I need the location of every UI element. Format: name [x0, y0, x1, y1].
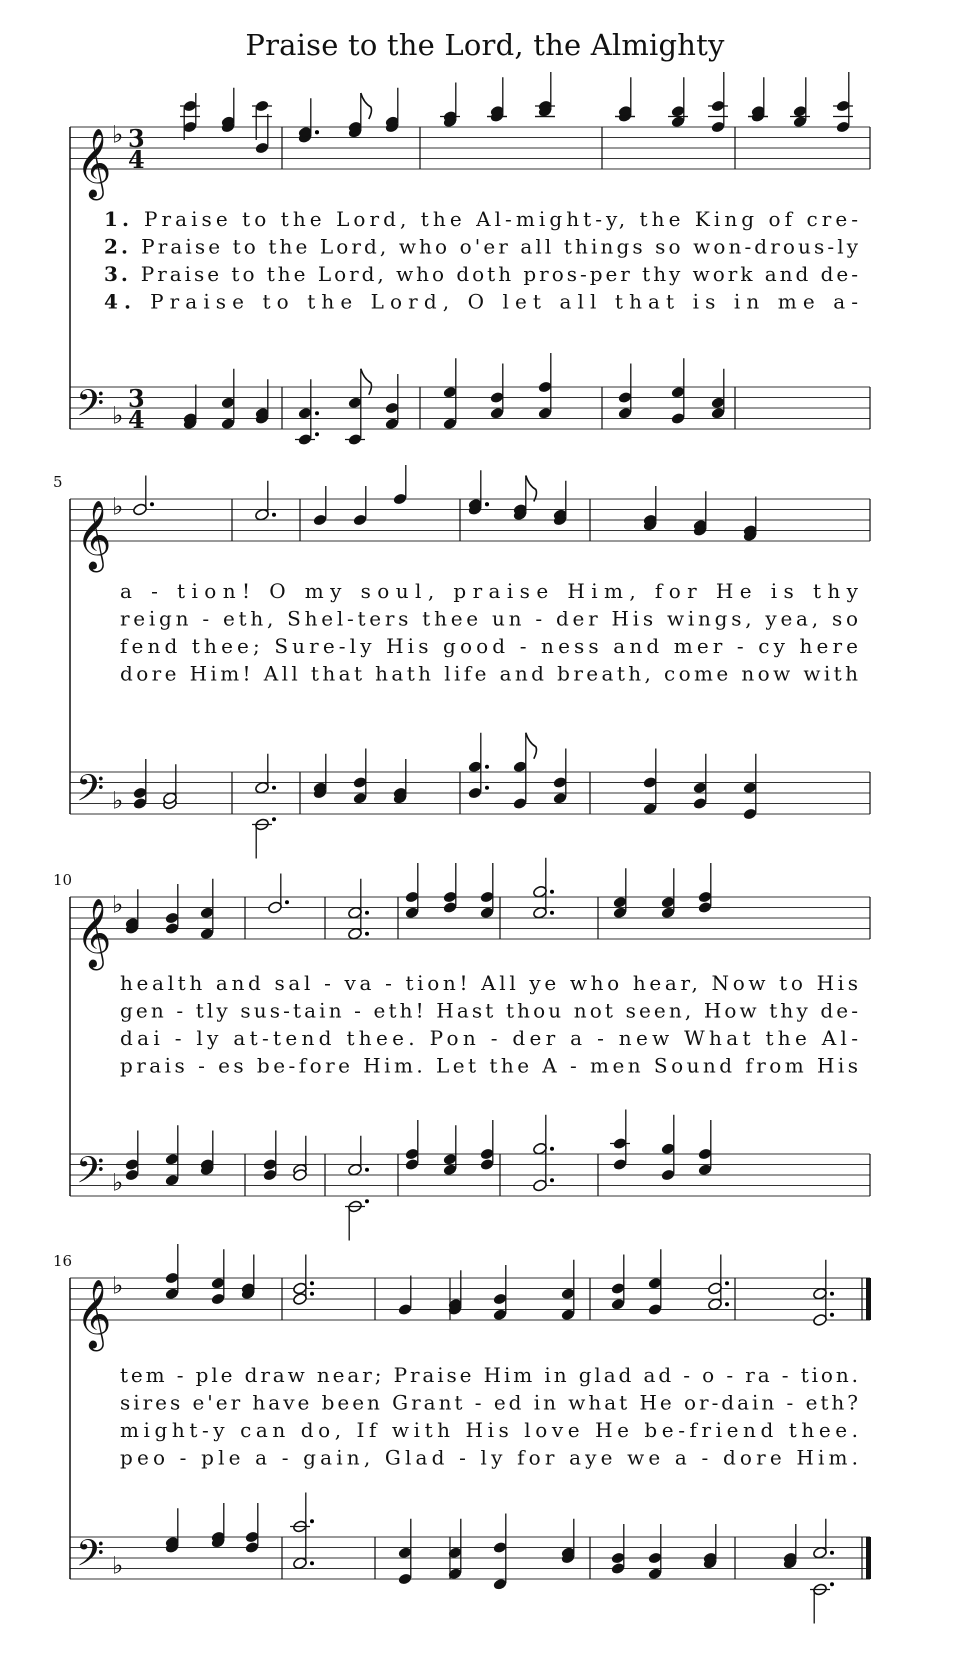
note	[812, 1519, 834, 1560]
note	[697, 863, 712, 914]
note	[347, 1136, 369, 1177]
lyric-line-verse-2	[120, 999, 858, 1023]
note	[124, 1131, 139, 1182]
note	[610, 1110, 630, 1172]
note	[292, 1136, 307, 1182]
note	[692, 491, 707, 537]
lyric-text: Praise to the Lord, who doth pros-per thy work and de-	[140, 262, 858, 286]
lyric-line-verse-2	[120, 607, 858, 631]
dot	[550, 1178, 554, 1182]
treble-staff	[70, 127, 870, 169]
lyric-text: dai - ly at-tend thee. Pon - der a - new What the Al-	[120, 1026, 858, 1050]
dot	[550, 911, 554, 915]
note	[668, 77, 688, 128]
dot	[830, 1582, 834, 1586]
note	[710, 369, 725, 420]
note	[132, 759, 147, 810]
lyric-text: a - tion! O my soul, praise Him, for He is thy	[120, 579, 858, 603]
final-barline	[866, 1537, 871, 1579]
flat-icon: ♭	[112, 786, 124, 815]
note	[347, 879, 369, 941]
lyric-line-verse-2	[104, 235, 859, 259]
note	[220, 369, 235, 431]
system-1	[70, 72, 870, 446]
note	[244, 1503, 259, 1554]
treble-clef-icon: 𝄞	[76, 128, 112, 198]
note	[199, 1131, 214, 1177]
lyric-text: dore Him! All that hath life and breath, come now with	[120, 661, 858, 686]
lyric-text: prais - es be-fore Him. Let the A - men Sound from His	[120, 1053, 858, 1078]
note	[612, 868, 627, 919]
lyric-line-verse-3	[104, 262, 858, 286]
note	[535, 72, 555, 118]
note	[240, 1255, 255, 1301]
note	[442, 863, 457, 914]
note	[352, 486, 367, 527]
note	[220, 88, 235, 134]
note	[537, 353, 552, 420]
lyric-line-verse-4	[104, 290, 858, 314]
dot	[315, 432, 319, 436]
note	[647, 1249, 662, 1316]
lyric-line-verse-1	[120, 1363, 858, 1387]
note	[384, 88, 399, 134]
note	[810, 1582, 834, 1623]
dot	[725, 1302, 729, 1306]
dot	[285, 900, 289, 904]
lyric-line-verse-3	[120, 1026, 858, 1050]
note	[164, 884, 179, 935]
note	[742, 754, 757, 821]
dot	[310, 1292, 314, 1296]
note	[552, 481, 567, 527]
bass-staff	[70, 1154, 870, 1196]
system-4	[53, 1244, 871, 1624]
measure-number: 16	[53, 1252, 73, 1270]
flat-icon: ♭	[112, 1271, 124, 1300]
flat-icon: ♭	[112, 1168, 124, 1197]
bass-staff	[70, 1537, 870, 1579]
dot	[485, 502, 489, 506]
lyric-text: health and sal - va - tion! All ye who hear, Now to His	[120, 971, 859, 995]
time-signature-numerator: 3	[128, 384, 145, 413]
flat-icon: ♭	[112, 401, 124, 430]
dot	[310, 1281, 314, 1285]
note	[748, 77, 768, 123]
note	[347, 93, 371, 139]
lyric-text: peo - ple a - gain, Glad - ly for aye we a - dore Him.	[120, 1445, 858, 1470]
treble-staff	[70, 1278, 870, 1320]
time-signature-denominator: 4	[128, 145, 145, 174]
lyric-text: sires e'er have been Grant - ed in what He or-dain - eth?	[120, 1390, 859, 1415]
note	[647, 1524, 662, 1580]
note	[182, 385, 197, 431]
dot	[150, 502, 154, 506]
lyrics-block	[120, 1363, 858, 1470]
note	[615, 77, 635, 123]
note	[124, 889, 139, 935]
note	[442, 358, 457, 430]
note	[392, 759, 407, 805]
note	[487, 77, 507, 123]
note	[164, 1125, 179, 1187]
note	[467, 733, 489, 800]
note	[670, 358, 685, 425]
note	[782, 1524, 797, 1570]
note	[707, 1255, 729, 1311]
lyrics-block	[120, 579, 859, 686]
note	[742, 497, 757, 543]
note	[312, 754, 327, 800]
measure-number: 10	[53, 871, 73, 889]
note	[610, 1255, 625, 1311]
lyric-text: gen - tly sus-tain - eth! Hast thou not seen, How thy de-	[120, 998, 859, 1023]
dot	[315, 411, 319, 415]
dot	[550, 1147, 554, 1151]
lyric-text: reign - eth, Shel-ters thee un - der His wings, yea, so	[120, 606, 859, 631]
note	[552, 749, 567, 805]
note	[660, 1115, 675, 1182]
lyric-line-verse-4	[120, 1446, 858, 1470]
lyric-text: tem - ple draw near; Praise Him in glad ad - o - ra - tion.	[120, 1363, 858, 1387]
flat-icon: ♭	[112, 1551, 124, 1580]
note	[262, 1131, 277, 1182]
flat-icon: ♭	[112, 492, 124, 521]
dot	[365, 932, 369, 936]
dot	[310, 1519, 314, 1523]
note	[254, 481, 276, 522]
lyric-text: Praise to the Lord, who o'er all things so won-drous-ly	[141, 234, 858, 259]
lyric-line-verse-1	[120, 579, 859, 603]
verse-number: 2.	[104, 234, 139, 259]
note	[404, 1120, 419, 1171]
dot	[272, 817, 276, 821]
treble-staff	[70, 897, 870, 939]
note	[479, 1120, 494, 1171]
dot	[725, 1281, 729, 1285]
measure-number: 5	[53, 473, 63, 491]
note	[292, 1255, 314, 1306]
lyric-line-verse-1	[104, 207, 858, 231]
note	[312, 486, 327, 527]
flat-icon: ♭	[112, 120, 124, 149]
note	[295, 379, 319, 446]
dot	[485, 786, 489, 790]
note	[252, 817, 276, 858]
note	[397, 1276, 412, 1317]
note	[397, 1519, 412, 1586]
lyric-line-verse-3	[120, 634, 858, 658]
note	[489, 364, 504, 420]
time-signature-denominator: 4	[128, 405, 145, 434]
note	[440, 83, 460, 129]
bass-clef-icon: 𝄢	[76, 1149, 105, 1201]
verse-number: 3.	[104, 262, 138, 286]
lyrics-block	[104, 207, 859, 314]
note	[532, 858, 554, 920]
note	[660, 868, 675, 919]
final-barline	[866, 1278, 871, 1320]
note	[392, 465, 407, 506]
lyric-text: fend thee; Sure-ly His good - ness and mer - cy here	[120, 634, 858, 658]
note	[512, 476, 536, 522]
lyric-text: Praise to the Lord, O let all that is in me a-	[150, 289, 858, 314]
lyric-line-verse-1	[120, 971, 858, 995]
note	[617, 364, 632, 420]
note	[492, 1265, 507, 1321]
note	[790, 77, 810, 128]
note	[708, 72, 728, 134]
flat-icon: ♭	[112, 890, 124, 919]
note	[560, 1519, 575, 1565]
hymn-title: Praise to the Lord, the Almighty	[245, 28, 725, 62]
dot	[830, 1292, 834, 1296]
verse-number: 1.	[104, 207, 140, 231]
dot	[272, 786, 276, 790]
note	[254, 754, 276, 795]
lyric-line-verse-2	[120, 1391, 858, 1415]
dot	[315, 130, 319, 134]
dot	[485, 765, 489, 769]
note	[812, 1260, 834, 1327]
note	[702, 1524, 717, 1570]
dot	[365, 911, 369, 915]
note	[345, 369, 371, 446]
note	[384, 374, 399, 430]
note	[345, 1199, 369, 1240]
note	[404, 863, 419, 919]
treble-clef-icon: 𝄞	[76, 898, 112, 968]
dot	[272, 513, 276, 517]
note	[532, 1115, 554, 1192]
bass-clef-icon: 𝄢	[76, 767, 105, 819]
note	[180, 99, 200, 140]
dot	[365, 1168, 369, 1172]
note	[352, 749, 367, 805]
note	[642, 749, 657, 816]
lyric-text: might-y can do, If with His love He be-friend thee.	[120, 1418, 858, 1442]
note	[252, 99, 272, 140]
note	[697, 1120, 712, 1176]
flag	[526, 476, 537, 502]
dot	[310, 1561, 314, 1565]
note	[642, 486, 657, 532]
verse-number: 4.	[104, 289, 145, 314]
lyric-line-verse-4	[120, 662, 858, 686]
note	[164, 1244, 179, 1300]
note	[479, 863, 494, 919]
note	[833, 72, 853, 134]
note	[199, 879, 214, 941]
bass-clef-icon: 𝄢	[76, 1532, 105, 1584]
lyrics-block	[120, 971, 858, 1078]
treble-clef-icon: 𝄞	[76, 500, 112, 570]
note	[610, 1524, 625, 1575]
note	[162, 764, 177, 810]
lyric-text: Praise to the Lord, the Al-might-y, the King of cre-	[143, 207, 858, 231]
time-signature-numerator: 3	[128, 124, 145, 153]
flag	[361, 369, 372, 395]
note	[442, 1125, 457, 1176]
flag	[526, 733, 537, 759]
note	[692, 754, 707, 810]
system-3	[53, 858, 870, 1241]
flag	[361, 93, 372, 119]
treble-clef-icon: 𝄞	[76, 1279, 112, 1349]
dot	[830, 1313, 834, 1317]
note	[210, 1503, 225, 1549]
note	[512, 733, 536, 810]
dot	[365, 1199, 369, 1203]
note	[560, 1260, 575, 1322]
note	[164, 1508, 179, 1554]
system-2	[53, 465, 870, 859]
dot	[830, 1551, 834, 1555]
lyric-line-verse-4	[120, 1054, 858, 1078]
lyric-line-verse-3	[120, 1418, 858, 1442]
dot	[550, 890, 554, 894]
bass-clef-icon: 𝄢	[76, 382, 105, 434]
note	[210, 1249, 225, 1305]
note	[254, 379, 269, 425]
